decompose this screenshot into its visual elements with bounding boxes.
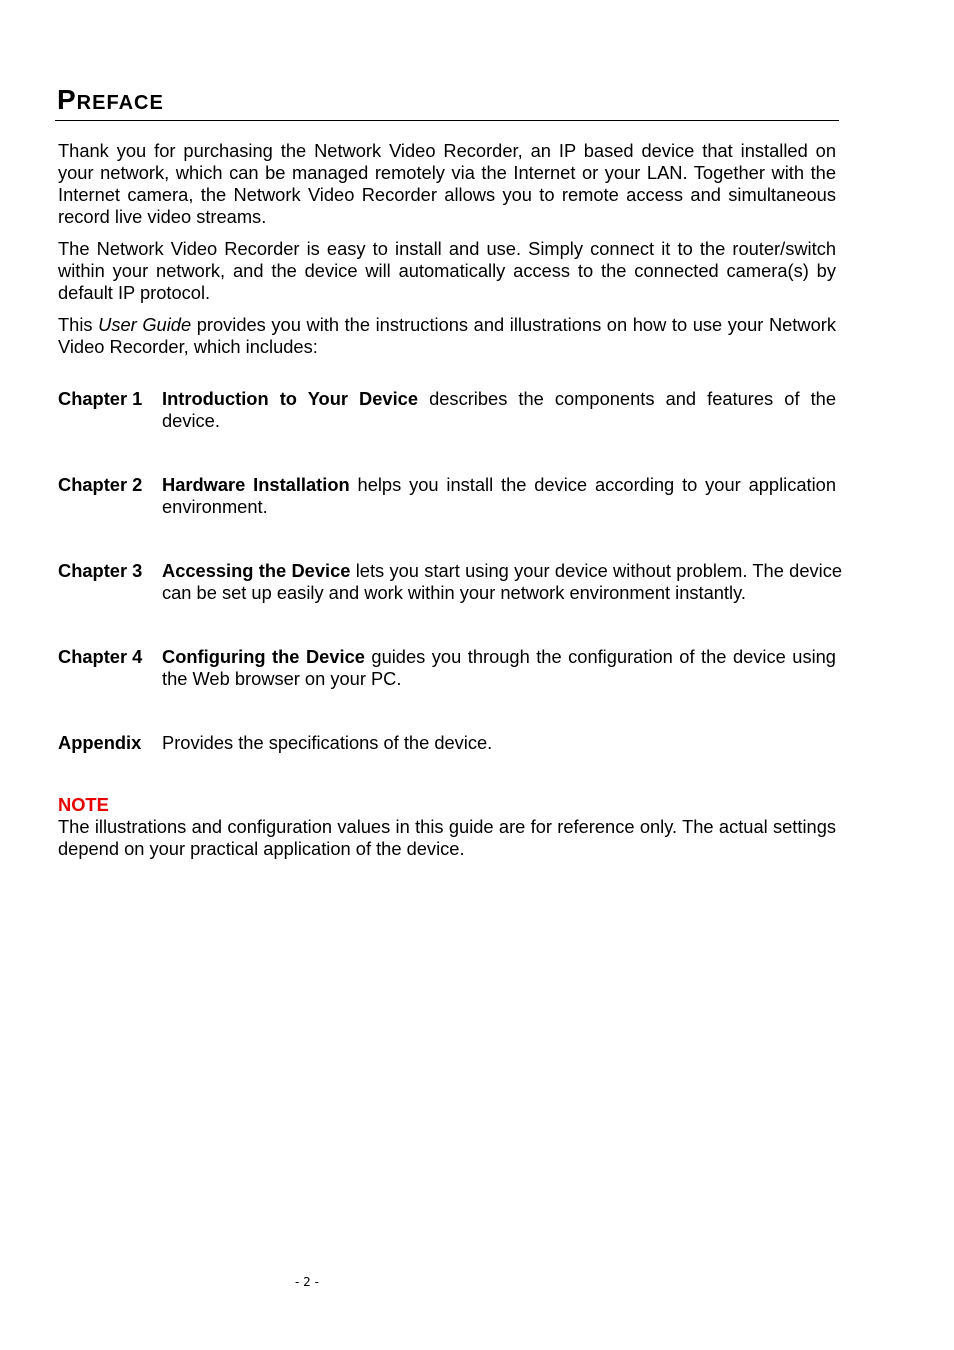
chapter-label: Chapter 3 bbox=[58, 560, 143, 581]
chapter-description bbox=[162, 646, 836, 690]
chapter-row-2 bbox=[58, 474, 836, 518]
chapter-summary: helps you install the device according to your application environment. bbox=[162, 474, 836, 517]
user-guide-emphasis: User Guide bbox=[98, 314, 192, 335]
intro-paragraph-1: Thank you for purchasing the Network Video Recorder, an IP based device that installed on your network, which can be managed remotely via the Internet or your LAN. Together with the Internet camera, the Network Video Recorder allows you to remote access and simultaneous record live video streams. bbox=[58, 140, 836, 227]
chapter-title: Configuring the Device bbox=[162, 646, 365, 667]
intro-paragraph-3-rest: provides you with the instructions and illustrations on how to use your Network Video Recorder, which includes: bbox=[58, 314, 836, 357]
chapter-description bbox=[162, 388, 836, 432]
chapter-description bbox=[162, 560, 842, 604]
appendix-row bbox=[58, 732, 836, 754]
chapter-summary: describes the components and features of the device. bbox=[162, 388, 837, 431]
chapter-description bbox=[162, 474, 836, 518]
chapter-row-3 bbox=[58, 560, 843, 604]
appendix-description bbox=[162, 732, 836, 754]
page-number: - 2 - bbox=[295, 1275, 319, 1289]
chapter-title: Introduction to Your Device bbox=[162, 388, 419, 409]
heading-divider bbox=[55, 120, 839, 121]
chapter-label: Chapter 4 bbox=[58, 646, 143, 667]
chapter-list bbox=[58, 388, 843, 754]
intro-paragraph-3-lead: This bbox=[58, 314, 99, 335]
note-label: NOTE bbox=[58, 794, 109, 815]
chapter-summary: lets you start using your device without problem. The device can be set up easily and work within your network environment instantly. bbox=[162, 560, 843, 603]
note-text: The illustrations and configuration values in this guide are for reference only. The actual settings depend on your practical application of the device. bbox=[58, 816, 836, 859]
page-title: Preface bbox=[57, 84, 164, 115]
intro-paragraph-2: The Network Video Recorder is easy to install and use. Simply connect it to the router/switch within your network, and the device will automatically access to the connected camera(s) by default IP protocol. bbox=[58, 238, 836, 303]
note-block bbox=[58, 794, 836, 860]
appendix-label: Appendix bbox=[58, 732, 142, 753]
chapter-summary: guides you through the configuration of the device using the Web browser on your PC. bbox=[162, 646, 836, 689]
appendix-summary: Provides the specifications of the device. bbox=[162, 732, 493, 753]
document-body bbox=[58, 140, 843, 860]
chapter-title: Hardware Installation bbox=[162, 474, 350, 495]
chapter-row-4 bbox=[58, 646, 836, 690]
chapter-label: Chapter 2 bbox=[58, 474, 143, 495]
chapter-label: Chapter 1 bbox=[58, 388, 143, 409]
intro-paragraph-3 bbox=[58, 314, 836, 358]
chapter-row-1 bbox=[58, 388, 836, 432]
chapter-title: Accessing the Device bbox=[162, 560, 351, 581]
